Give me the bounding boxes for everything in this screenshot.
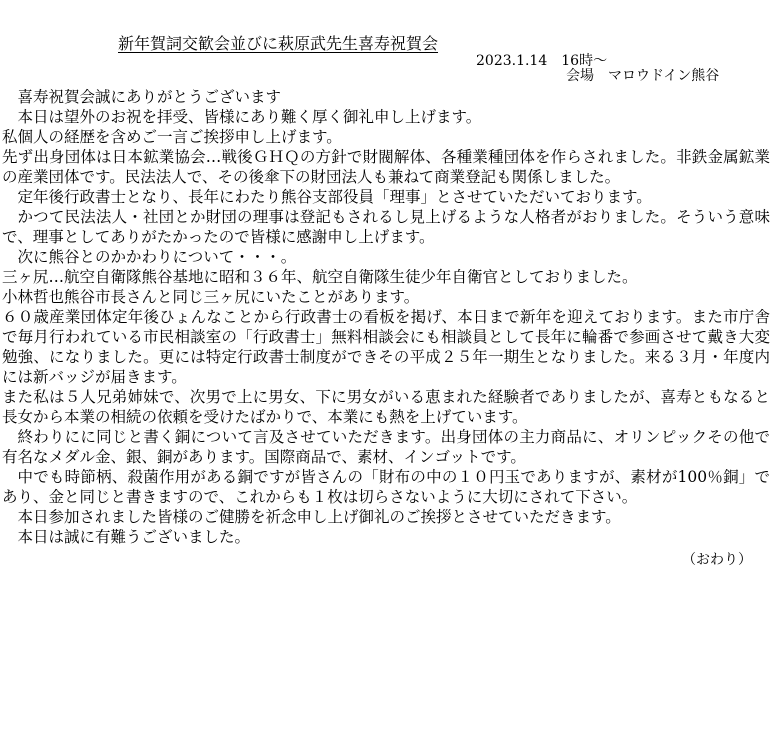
paragraph: 本日は望外のお祝を拝受、皆様にあり難く厚く御礼申し上げます。 xyxy=(17,108,482,126)
paragraph: かつて民法法人・社団とか財団の理事は登記もされるし見上げるような人格者がおりました。そういう意味で、理事としてありがたかったので皆様に感謝申し上げます。 xyxy=(2,208,770,246)
paragraph: 中でも時節柄、殺菌作用がある銅ですが皆さんの「財布の中の１０円玉でありますが、素材が100％銅」であり、金と同じと書きますので、これからも１枚は切らさないように大切にされて下さい。 xyxy=(2,468,770,506)
paragraph: 小林哲也熊谷市長さんと同じ三ヶ尻にいたことがあります。 xyxy=(2,288,420,306)
paragraph: 定年後行政書士となり、長年にわたり熊谷支部役員「理事」とさせていただいております。 xyxy=(17,188,652,206)
speech-body xyxy=(2,87,770,570)
closing-mark: （おわり） xyxy=(682,552,752,568)
paragraph: 本日参加されました皆様のご健勝を祈念申し上げ御礼のご挨拶とさせていただきます。 xyxy=(17,508,621,526)
event-date: 2023.1.14 16時～ xyxy=(476,53,608,69)
paragraph: また私は５人兄弟姉妹で、次男で上に男女、下に男女がいる恵まれた経験者でありましたが、喜寿ともなると長女から本業の相続の依頼を受けたばかりで、本業にも熱を上げています。 xyxy=(2,388,770,426)
paragraph: 終わりにに同じと書く銅について言及させていただきます。出身団体の主力商品に、オリンピックその他で有名なメダル金、銀、銅があります。国際商品で、素材、インゴットです。 xyxy=(2,428,770,466)
paragraph: 次に熊谷とのかかわりについて・・・。 xyxy=(17,248,297,266)
paragraph: 本日は誠に有難うございました。 xyxy=(17,528,251,546)
paragraph: 私個人の経歴を含めご一言ご挨拶申し上げます。 xyxy=(2,128,342,146)
document-title: 新年賀詞交歓会並びに萩原武先生喜寿祝賀会 xyxy=(118,34,439,53)
event-venue: 会場 マロウドイン熊谷 xyxy=(566,68,720,84)
paragraph: 先ず出身団体は日本鉱業協会…戦後ＧＨＱの方針で財閥解体、各種業種団体を作らされました。非鉄金属鉱業の産業団体です。民法法人で、その後傘下の財団法人も兼ねて商業登記も関係しました。 xyxy=(2,148,770,186)
paragraph: 喜寿祝賀会誠にありがとうございます xyxy=(17,88,282,106)
paragraph: 三ヶ尻…航空自衛隊熊谷基地に昭和３６年、航空自衛隊生徒少年自衛官としておりました。 xyxy=(2,268,638,286)
paragraph: ６０歳産業団体定年後ひょんなことから行政書士の看板を掲げ、本日まで新年を迎えております。また市庁舎で毎月行われている市民相談室の「行政書士」無料相談会にも相談員として長年に輪番で参画させて戴き大変勉強、になりました。更には特定行政書士制度ができその平成２５年一期生となりました。来る３月・年度内には新バッジが届きます。 xyxy=(2,308,770,386)
